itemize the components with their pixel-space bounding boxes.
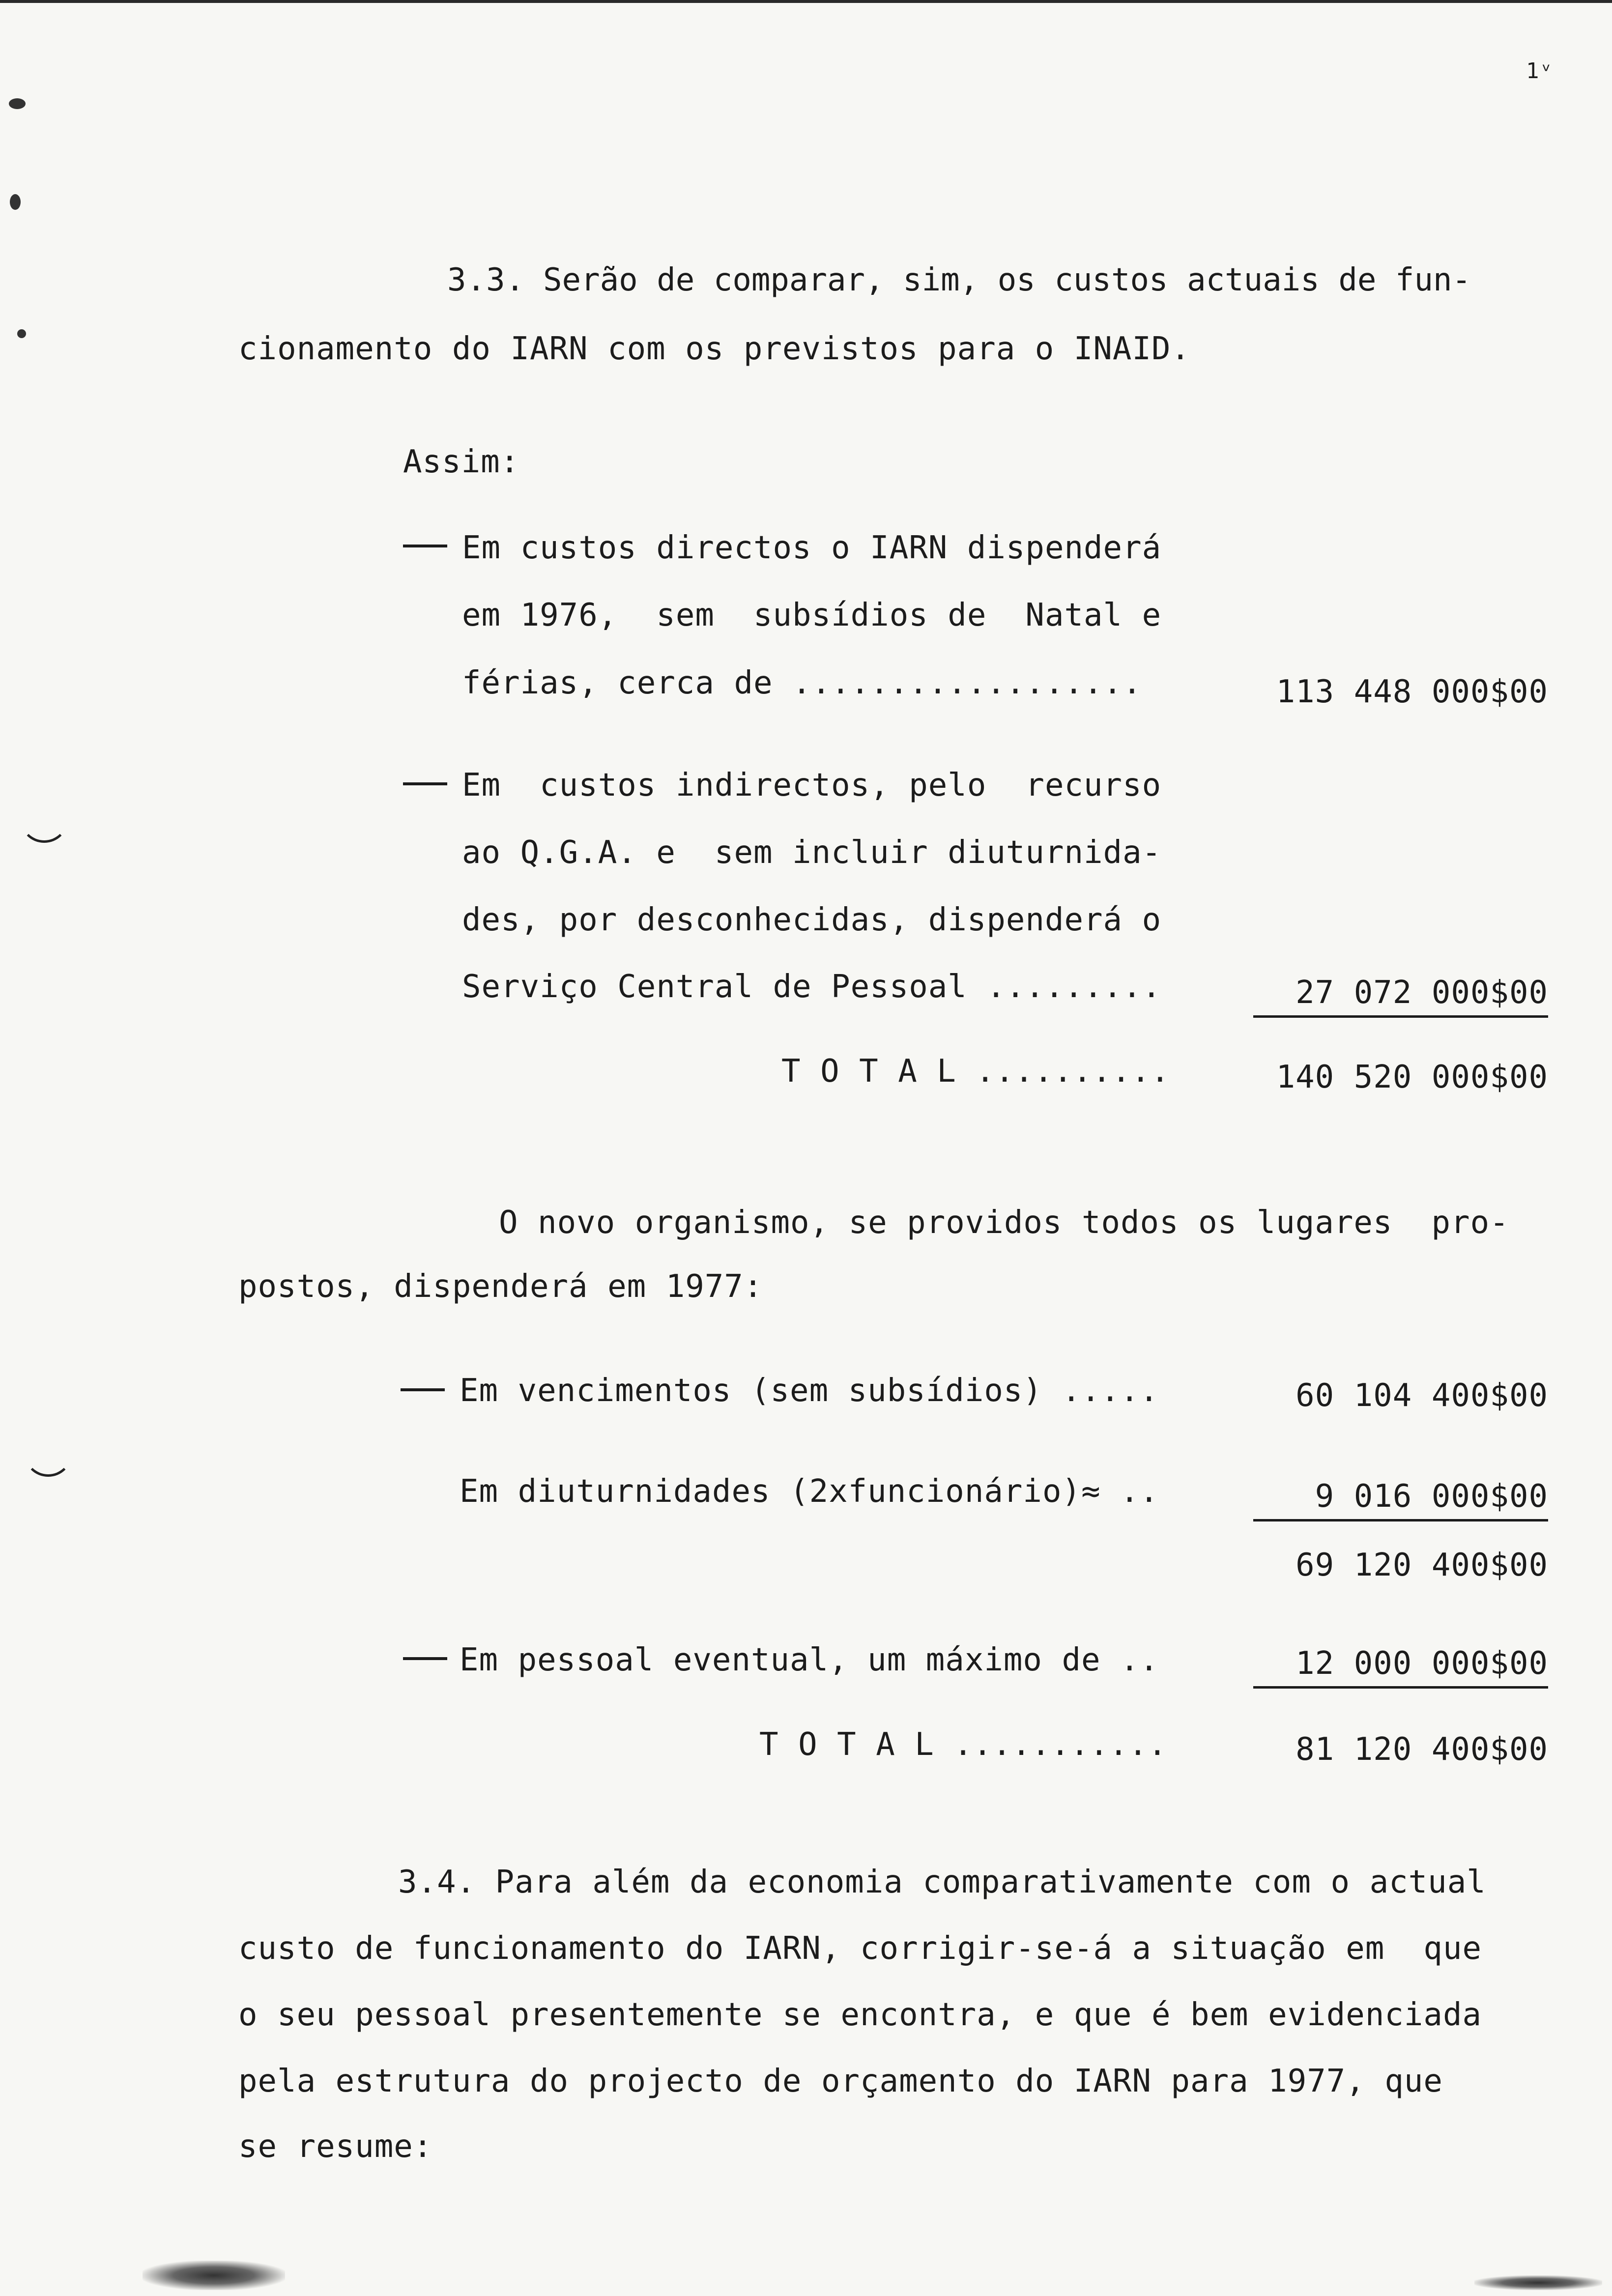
scan-smudge [143, 2261, 285, 2290]
new-org-item3-label: Em pessoal eventual, um máximo de .. [460, 1642, 1159, 1678]
top-border-line [0, 0, 1612, 3]
list-dash [403, 782, 447, 785]
new-org-item1-amount: 60 104 400$00 [1295, 1378, 1548, 1414]
list-dash [403, 545, 447, 547]
page-number: 1ᵛ [1526, 58, 1553, 84]
iarn-item1-amount: 113 448 000$00 [1276, 674, 1548, 710]
section-3-4-line4: pela estrutura do projecto de orçamento do IARN para 1977, que [238, 2063, 1443, 2099]
new-org-item2-amount: 9 016 000$00 [1253, 1477, 1548, 1521]
iarn-item1-line2: em 1976, sem subsídios de Natal e [462, 597, 1162, 633]
iarn-item2-line2: ao Q.G.A. e sem incluir diuturnida- [462, 834, 1162, 871]
new-org-total-label: T O T A L ........... [759, 1726, 1168, 1763]
assim-label: Assim: [403, 444, 520, 480]
iarn-item2-line4: Serviço Central de Pessoal ......... [462, 969, 1162, 1005]
margin-mark [9, 98, 26, 109]
punch-hole-mark [24, 1440, 73, 1477]
list-dash [403, 1657, 447, 1660]
section-3-3-line2: cionamento do IARN com os previstos para o INAID. [238, 331, 1191, 367]
scan-smudge [1474, 2275, 1602, 2290]
punch-hole-mark [20, 816, 69, 843]
section-3-4-line5: se resume: [238, 2128, 433, 2165]
margin-mark [17, 329, 26, 338]
new-org-item3-amount: 12 000 000$00 [1253, 1644, 1548, 1689]
section-3-4-line2: custo de funcionamento do IARN, corrigir-se-á a situação em que [238, 1930, 1482, 1967]
new-org-total-amount: 81 120 400$00 [1295, 1731, 1548, 1768]
new-org-intro-line2: postos, dispenderá em 1977: [238, 1268, 763, 1305]
iarn-total-label: T O T A L .......... [781, 1053, 1170, 1090]
iarn-item1-line3: férias, cerca de .................. [462, 665, 1142, 701]
new-org-item1-label: Em vencimentos (sem subsídios) ..... [460, 1373, 1159, 1409]
new-org-subtotal-amount: 69 120 400$00 [1295, 1547, 1548, 1583]
list-dash [401, 1388, 445, 1391]
new-org-item2-label: Em diuturnidades (2xfuncionário)≈ .. [460, 1473, 1159, 1510]
new-org-intro-line1: O novo organismo, se providos todos os lugares pro- [499, 1205, 1509, 1241]
section-3-4-line1: 3.4. Para além da economia comparativamente com o actual [398, 1864, 1486, 1900]
section-3-3-line1-text: Serão de comparar, sim, os custos actuais de fun- [543, 262, 1471, 298]
section-3-3-line1 [543, 260, 1551, 300]
iarn-item2-line1: Em custos indirectos, pelo recurso [462, 767, 1162, 804]
margin-mark [10, 194, 21, 210]
iarn-item1-line1: Em custos directos o IARN dispenderá [462, 530, 1162, 566]
iarn-total-amount: 140 520 000$00 [1276, 1059, 1548, 1095]
section-3-4-line3: o seu pessoal presentemente se encontra, e que é bem evidenciada [238, 1997, 1482, 2033]
iarn-item2-line3: des, por desconhecidas, dispenderá o [462, 902, 1162, 938]
section-number-3-3: 3.3. [447, 262, 525, 298]
iarn-item2-amount: 27 072 000$00 [1253, 973, 1548, 1018]
